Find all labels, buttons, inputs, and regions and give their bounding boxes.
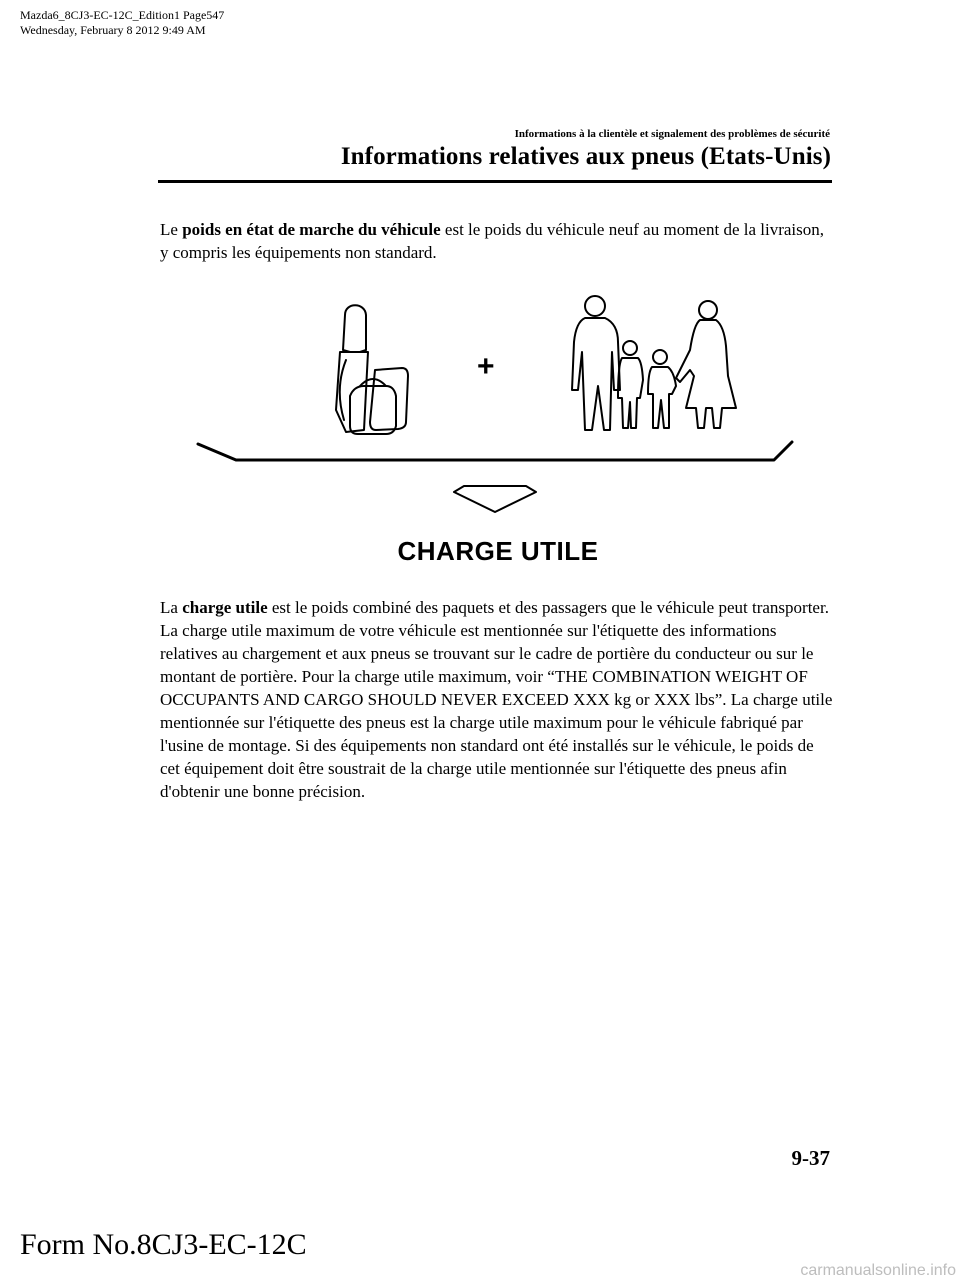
paragraph-term: charge utile <box>182 598 268 617</box>
paragraph-body: est le poids du véhicule neuf au moment de la livraison, y compris les équipements non standard. <box>160 220 825 262</box>
print-header-line-1: Mazda6_8CJ3-EC-12C_Edition1 Page547 <box>20 8 225 22</box>
form-number: Form No.8CJ3-EC-12C <box>20 1228 307 1261</box>
plus-sign: + <box>477 350 495 383</box>
title-rule <box>158 180 832 183</box>
payload-illustration <box>180 290 800 545</box>
down-arrow-icon <box>454 486 536 512</box>
page-number: 9-37 <box>791 1146 830 1170</box>
paragraph-lead: Le <box>160 220 183 239</box>
payload-caption: CHARGE UTILE <box>397 536 599 566</box>
bracket-line <box>198 442 792 460</box>
family-icon <box>572 296 736 430</box>
paragraph-curb-weight <box>160 218 836 264</box>
luggage-icon <box>336 305 408 434</box>
watermark: carmanualsonline.info <box>800 1262 956 1279</box>
section-title: Informations relatives aux pneus (Etats-Unis) <box>340 143 831 170</box>
print-header-line-2: Wednesday, February 8 2012 9:49 AM <box>20 23 206 37</box>
print-header <box>20 8 224 38</box>
paragraph-body: est le poids combiné des paquets et des passagers que le véhicule peut transporter. La charge utile maximum de votre véhicule est mentionnée sur l'étiquette des informations relatives au chargement et aux pneus se trouvant sur le cadre de portière du conducteur ou sur le montant de portière. Pour la charge utile maximum, voir “THE COMBINATION WEIGHT OF OCCUPANTS AND CARGO SHOULD NEVER EXCEED XXX kg or XXX lbs”. La charge utile mentionnée sur l'étiquette des pneus est la charge utile maximum pour le véhicule fabriqué par l'usine de montage. Si des équipements non standard ont été installés sur le véhicule, le poids de cet équipement doit être soustrait de la charge utile mentionnée sur l'étiquette des pneus afin d'obtenir une bonne précision. <box>160 598 833 801</box>
paragraph-lead: La <box>160 598 183 617</box>
section-subtitle: Informations à la clientèle et signalement des problèmes de sécurité <box>514 128 830 140</box>
payload-illustration-svg <box>180 290 800 545</box>
paragraph-payload <box>160 596 836 803</box>
paragraph-term: poids en état de marche du véhicule <box>182 220 441 239</box>
